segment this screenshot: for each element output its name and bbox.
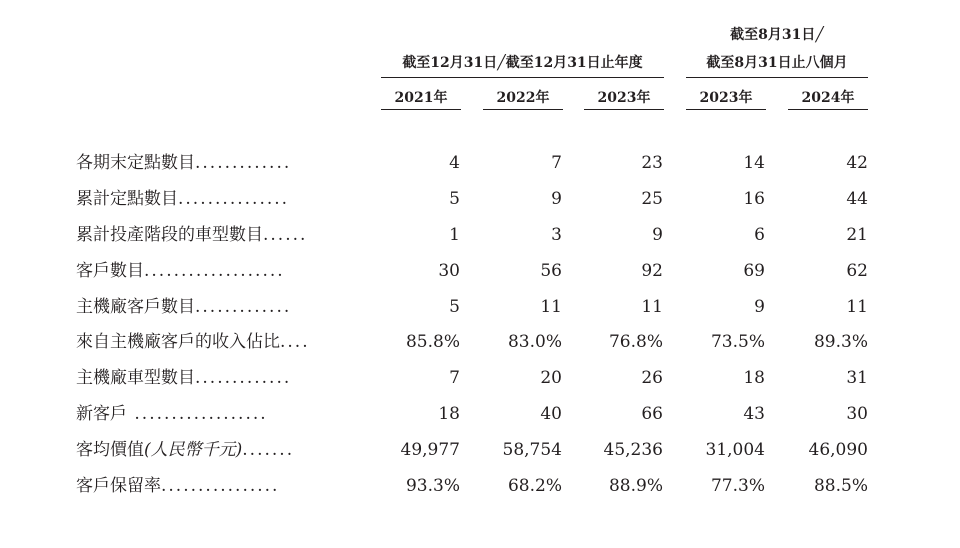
cell: 25 <box>641 189 663 209</box>
table-row <box>0 366 960 402</box>
year-rule-2 <box>483 109 563 110</box>
year-rule-3 <box>584 109 664 110</box>
year-header-1: 2021年 <box>394 90 448 106</box>
group1-rule <box>381 77 664 78</box>
cell: 62 <box>846 261 868 281</box>
cell: 45,236 <box>603 440 663 460</box>
cell: 31 <box>846 368 868 388</box>
cell: 26 <box>641 368 663 388</box>
cell: 30 <box>438 261 460 281</box>
cell: 14 <box>743 153 765 173</box>
row-label: 客戶保留率................ <box>76 476 280 496</box>
unit-note: (人民幣千元) <box>144 440 243 460</box>
cell: 5 <box>449 297 460 317</box>
cell: 73.5% <box>710 332 765 352</box>
cell: 83.0% <box>507 332 562 352</box>
group2-header-line1: 截至8月31日╱ <box>730 27 824 43</box>
cell: 40 <box>540 404 562 424</box>
cell: 9 <box>652 225 663 245</box>
cell: 9 <box>551 189 562 209</box>
row-label: 累計投產階段的車型數目...... <box>76 225 308 245</box>
cell: 1 <box>449 225 460 245</box>
cell: 68.2% <box>507 476 562 496</box>
cell: 11 <box>846 297 868 317</box>
table-row <box>0 295 960 331</box>
cell: 11 <box>540 297 562 317</box>
cell: 88.9% <box>608 476 663 496</box>
table-row <box>0 151 960 187</box>
cell: 93.3% <box>405 476 460 496</box>
cell: 88.5% <box>813 476 868 496</box>
cell: 66 <box>641 404 663 424</box>
table-row <box>0 438 960 474</box>
year-header-3: 2023年 <box>597 90 651 106</box>
cell: 42 <box>846 153 868 173</box>
cell: 18 <box>743 368 765 388</box>
cell: 7 <box>449 368 460 388</box>
table-row <box>0 223 960 259</box>
cell: 6 <box>754 225 765 245</box>
row-label: 客均價值(人民幣千元)....... <box>76 440 295 460</box>
year-header-2: 2022年 <box>496 90 550 106</box>
cell: 44 <box>846 189 868 209</box>
year-header-4: 2023年 <box>699 90 753 106</box>
row-label: 主機廠客戶數目............. <box>76 297 292 317</box>
cell: 4 <box>449 153 460 173</box>
cell: 46,090 <box>808 440 868 460</box>
cell: 5 <box>449 189 460 209</box>
row-label: 主機廠車型數目............. <box>76 368 292 388</box>
cell: 16 <box>743 189 765 209</box>
group1-header: 截至12月31日╱截至12月31日止年度 <box>402 55 643 71</box>
row-label: 來自主機廠客戶的收入佔比.... <box>76 332 310 352</box>
cell: 85.8% <box>405 332 460 352</box>
table-row <box>0 474 960 510</box>
cell: 77.3% <box>710 476 765 496</box>
table-row <box>0 187 960 223</box>
cell: 21 <box>846 225 868 245</box>
cell: 89.3% <box>813 332 868 352</box>
year-rule-5 <box>788 109 868 110</box>
cell: 43 <box>743 404 765 424</box>
row-label: 各期末定點數目............. <box>76 153 292 173</box>
cell: 58,754 <box>502 440 562 460</box>
cell: 30 <box>846 404 868 424</box>
row-label: 客戶數目................... <box>76 261 285 281</box>
cell: 9 <box>754 297 765 317</box>
year-header-5: 2024年 <box>801 90 855 106</box>
cell: 23 <box>641 153 663 173</box>
table-row <box>0 330 960 366</box>
cell: 92 <box>641 261 663 281</box>
cell: 31,004 <box>705 440 765 460</box>
cell: 20 <box>540 368 562 388</box>
group2-rule <box>686 77 868 78</box>
cell: 49,977 <box>400 440 460 460</box>
cell: 3 <box>551 225 562 245</box>
cell: 69 <box>743 261 765 281</box>
table-row <box>0 402 960 438</box>
year-rule-4 <box>686 109 766 110</box>
year-rule-1 <box>381 109 461 110</box>
cell: 76.8% <box>608 332 663 352</box>
row-label: 累計定點數目............... <box>76 189 290 209</box>
cell: 11 <box>641 297 663 317</box>
row-label: 新客戶 .................. <box>76 404 268 424</box>
cell: 18 <box>438 404 460 424</box>
group2-header-line2: 截至8月31日止八個月 <box>706 55 848 71</box>
cell: 7 <box>551 153 562 173</box>
table-row <box>0 259 960 295</box>
cell: 56 <box>540 261 562 281</box>
